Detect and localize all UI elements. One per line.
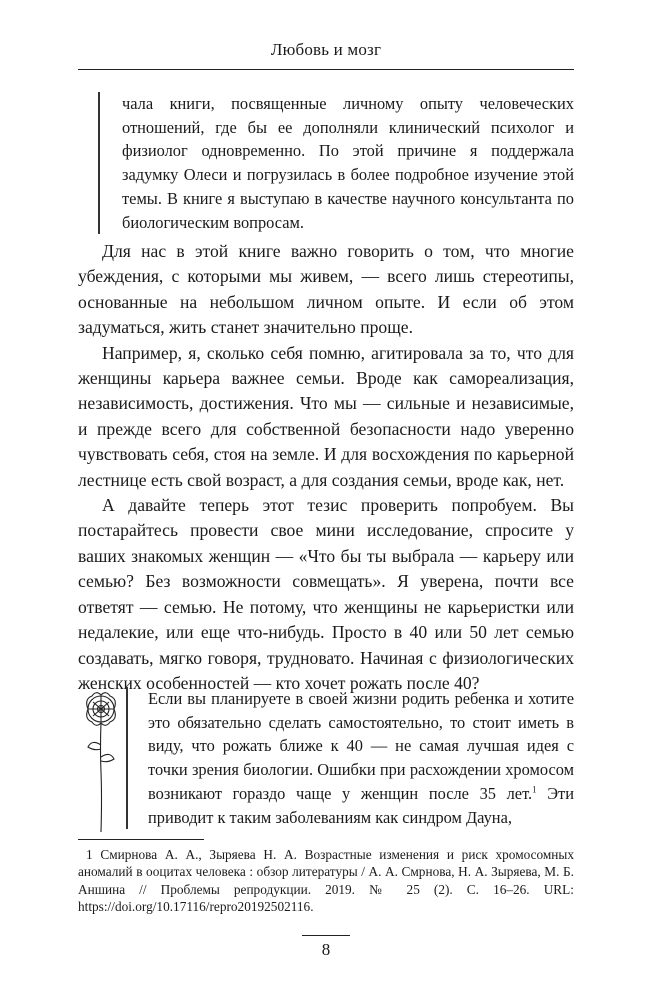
quote-block [98, 92, 574, 234]
note-block [78, 687, 574, 829]
quote-text: чала книги, посвященные личному опыту человеческих отношений, где бы ее дополняли клинический психолог и физиолог одновременно. По этой причине я поддержала задумку Олеси и погрузилась в более подробное изучение этой темы. В книге я выступаю в качестве научного консультанта по биологическим вопросам. [122, 94, 574, 232]
body-paragraph-2: Например, я, сколько себя помню, агитировала за то, что для женщины карьера важнее семьи. Вроде как самореализация, независимость, достижения. Что мы — сильные и независимые, и прежде всего для собственной безопасности надо уверенно чувствовать себя, стоя на земле. И для восхождения по карьерной лестнице есть свой возраст, а для создания семьи, вроде как, нет. [78, 342, 574, 490]
footnote [78, 846, 574, 916]
header-divider [78, 69, 574, 70]
note-text-continued: Эти приводит к таким заболеваниям как синдром Дауна, [148, 783, 574, 827]
footnote-divider [78, 839, 204, 840]
footnote-reference: 1 [532, 784, 537, 795]
note-text-main: Если вы планируете в своей жизни родить ребенка и хотите это обязательно сделать самостоятельно, то стоит иметь в виду, что рожать ближе к 40 — не самая лучшая идея с точки зрения биологии. Ошибки при расхождении хромосом возникают гораздо чаще у женщин после 35 лет. [148, 689, 574, 803]
running-header: Любовь и мозг [270, 40, 382, 59]
note-text [126, 687, 574, 829]
footnote-text: 1 Смирнова А. А., Зыряева Н. А. Возрастные изменения и риск хромосомных аномалий в ооцитах человека : обзор литературы / А. А. Смрнова, Н. А. Зыряева, М. Б. Аншина // Проблемы репродукции. 2019. № 25 (2). С. 16–26. URL: https://doi.org/10.17116/repro20192502116. [78, 847, 574, 915]
flower-icon [78, 687, 124, 837]
page-number: 8 [321, 940, 331, 959]
main-text [78, 239, 574, 696]
body-paragraph-1: Для нас в этой книге важно говорить о том, что многие убеждения, с которыми мы живем, — всего лишь стереотипы, основанные на небольшом личном опыте. И если об этом задуматься, жить станет значительно проще. [78, 241, 574, 338]
page-number-divider [302, 935, 350, 936]
body-paragraph-3: А давайте теперь этот тезис проверить попробуем. Вы постарайтесь провести свое мини исследование, спросите у ваших знакомых женщин — «Что бы ты выбрала — карьеру или семью? Без возможности совмещать». Я уверена, почти все ответят — семью. Не потому, что женщины не карьеристки или недалекие, или еще что-нибудь. Просто в 40 или 50 лет семью создавать, мягко говоря, трудновато. Начиная с физиологических женских особенностей — кто хочет рожать после 40? [78, 495, 574, 693]
